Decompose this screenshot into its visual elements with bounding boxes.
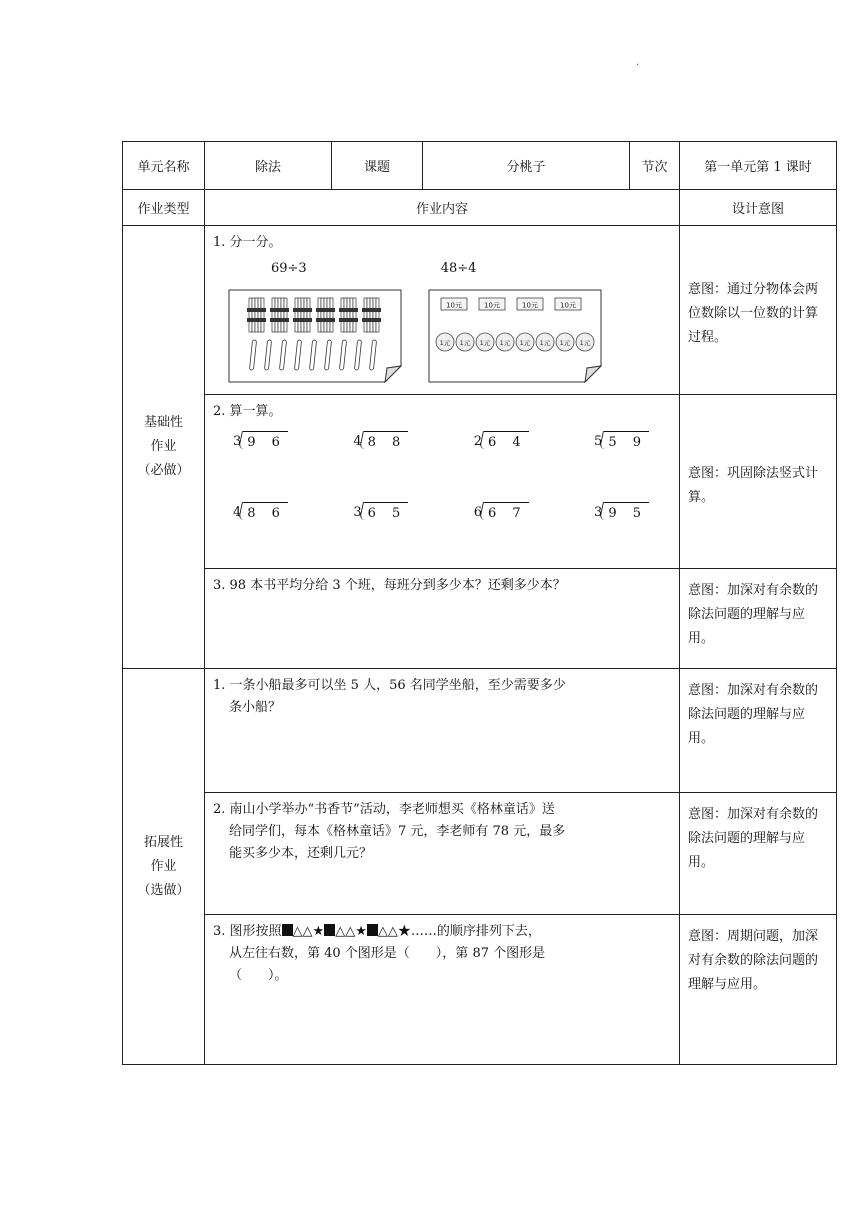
long-division-problem: 5 5 9 bbox=[594, 431, 649, 454]
basic-q1-intent: 意图：通过分物体会两位数除以一位数的计算过程。 bbox=[680, 226, 837, 395]
svg-text:10元: 10元 bbox=[560, 301, 576, 310]
long-division-problem: 3 9 6 bbox=[233, 431, 288, 454]
ten-yuan-note bbox=[555, 298, 581, 310]
one-yuan-coin bbox=[576, 333, 594, 351]
svg-text:1元: 1元 bbox=[459, 339, 471, 347]
expr-48-div-4: 48÷4 bbox=[440, 261, 477, 276]
basic-q2-intent: 意图：巩固除法竖式计算。 bbox=[680, 395, 837, 569]
sticks-picture bbox=[227, 288, 403, 384]
period-value: 第一单元第 1 课时 bbox=[680, 142, 837, 190]
extended-q3-intent: 意图：周期问题，加深对有余数的除法问题的理解与应用。 bbox=[680, 915, 837, 1065]
extended-q1-intent: 意图：加深对有余数的除法问题的理解与应用。 bbox=[680, 669, 837, 793]
basic-category: 基础性 作业 （必做） bbox=[123, 226, 205, 669]
long-division-problem: 3 9 5 bbox=[594, 502, 649, 525]
svg-text:10元: 10元 bbox=[522, 301, 538, 310]
homework-table bbox=[122, 141, 837, 1065]
stick-bundle-icon bbox=[247, 298, 266, 332]
intent-header: 设计意图 bbox=[680, 190, 837, 226]
svg-text:1元: 1元 bbox=[579, 339, 591, 347]
long-division-problem: 6 6 7 bbox=[474, 502, 529, 525]
one-yuan-coin bbox=[496, 333, 514, 351]
extended-q2: 2. 南山小学举办“书香节”活动，李老师想买《格林童话》送 给同学们，每本《格林童话》7 元，李老师有 78 元，最多 能买多少本，还剩几元？ bbox=[205, 793, 680, 915]
one-yuan-coin bbox=[456, 333, 474, 351]
extended-q2-intent: 意图：加深对有余数的除法问题的理解与应用。 bbox=[680, 793, 837, 915]
stick-bundle-icon bbox=[316, 298, 335, 332]
q1-title: 1. 分一分。 bbox=[213, 235, 282, 250]
black-square-icon bbox=[367, 924, 378, 936]
long-division-problem: 4 8 6 bbox=[233, 502, 288, 525]
basic-q3-intent: 意图：加深对有余数的除法问题的理解与应用。 bbox=[680, 569, 837, 669]
long-division-problem: 4 8 8 bbox=[353, 431, 408, 454]
svg-text:1元: 1元 bbox=[539, 339, 551, 347]
pattern-line: 3. 图形按照 △△★ △△★ △△★……的顺序排列下去， bbox=[213, 924, 541, 939]
q2-title: 2. 算一算。 bbox=[213, 404, 282, 419]
expr-69-div-3: 69÷3 bbox=[271, 261, 307, 276]
money-picture bbox=[427, 288, 603, 384]
long-division-problem: 3 6 5 bbox=[353, 502, 408, 525]
one-yuan-coin bbox=[436, 333, 454, 351]
type-header: 作业类型 bbox=[123, 190, 205, 226]
stick-bundle-icon bbox=[293, 298, 312, 332]
content-header: 作业内容 bbox=[205, 190, 680, 226]
stick-bundle-icon bbox=[362, 298, 381, 332]
svg-text:1元: 1元 bbox=[439, 339, 451, 347]
basic-q2 bbox=[205, 395, 680, 569]
svg-text:10元: 10元 bbox=[446, 301, 462, 310]
svg-text:10元: 10元 bbox=[484, 301, 500, 310]
svg-text:1元: 1元 bbox=[479, 339, 491, 347]
extended-q1: 1. 一条小船最多可以坐 5 人，56 名同学坐船，至少需要多少 条小船？ bbox=[205, 669, 680, 793]
period-label: 节次 bbox=[630, 142, 680, 190]
ten-yuan-note bbox=[479, 298, 505, 310]
extended-category: 拓展性 作业 （选做） bbox=[123, 669, 205, 1065]
unit-name-label: 单元名称 bbox=[123, 142, 205, 190]
one-yuan-coin bbox=[516, 333, 534, 351]
basic-q3: 3. 98 本书平均分给 3 个班，每班分到多少本？还剩多少本？ bbox=[205, 569, 680, 669]
ten-yuan-note bbox=[441, 298, 467, 310]
svg-text:1元: 1元 bbox=[519, 339, 531, 347]
ten-yuan-note bbox=[517, 298, 543, 310]
page-mark: · bbox=[636, 60, 640, 71]
lesson-value: 分桃子 bbox=[423, 142, 630, 190]
one-yuan-coin bbox=[536, 333, 554, 351]
one-yuan-coin bbox=[476, 333, 494, 351]
svg-text:1元: 1元 bbox=[559, 339, 571, 347]
one-yuan-coin bbox=[556, 333, 574, 351]
lesson-label: 课题 bbox=[332, 142, 423, 190]
stick-bundle-icon bbox=[270, 298, 289, 332]
basic-q1 bbox=[205, 226, 680, 395]
black-square-icon bbox=[282, 924, 293, 936]
unit-name-value: 除法 bbox=[205, 142, 332, 190]
extended-q3: 3. 图形按照 △△★ △△★ △△★……的顺序排列下去， 从左往右数，第 40 个图形是（ ），第 87 个图形是 （ ）。 bbox=[205, 915, 680, 1065]
long-division-problem: 2 6 4 bbox=[474, 431, 529, 454]
black-square-icon bbox=[324, 924, 335, 936]
stick-bundle-icon bbox=[339, 298, 358, 332]
svg-text:1元: 1元 bbox=[499, 339, 511, 347]
